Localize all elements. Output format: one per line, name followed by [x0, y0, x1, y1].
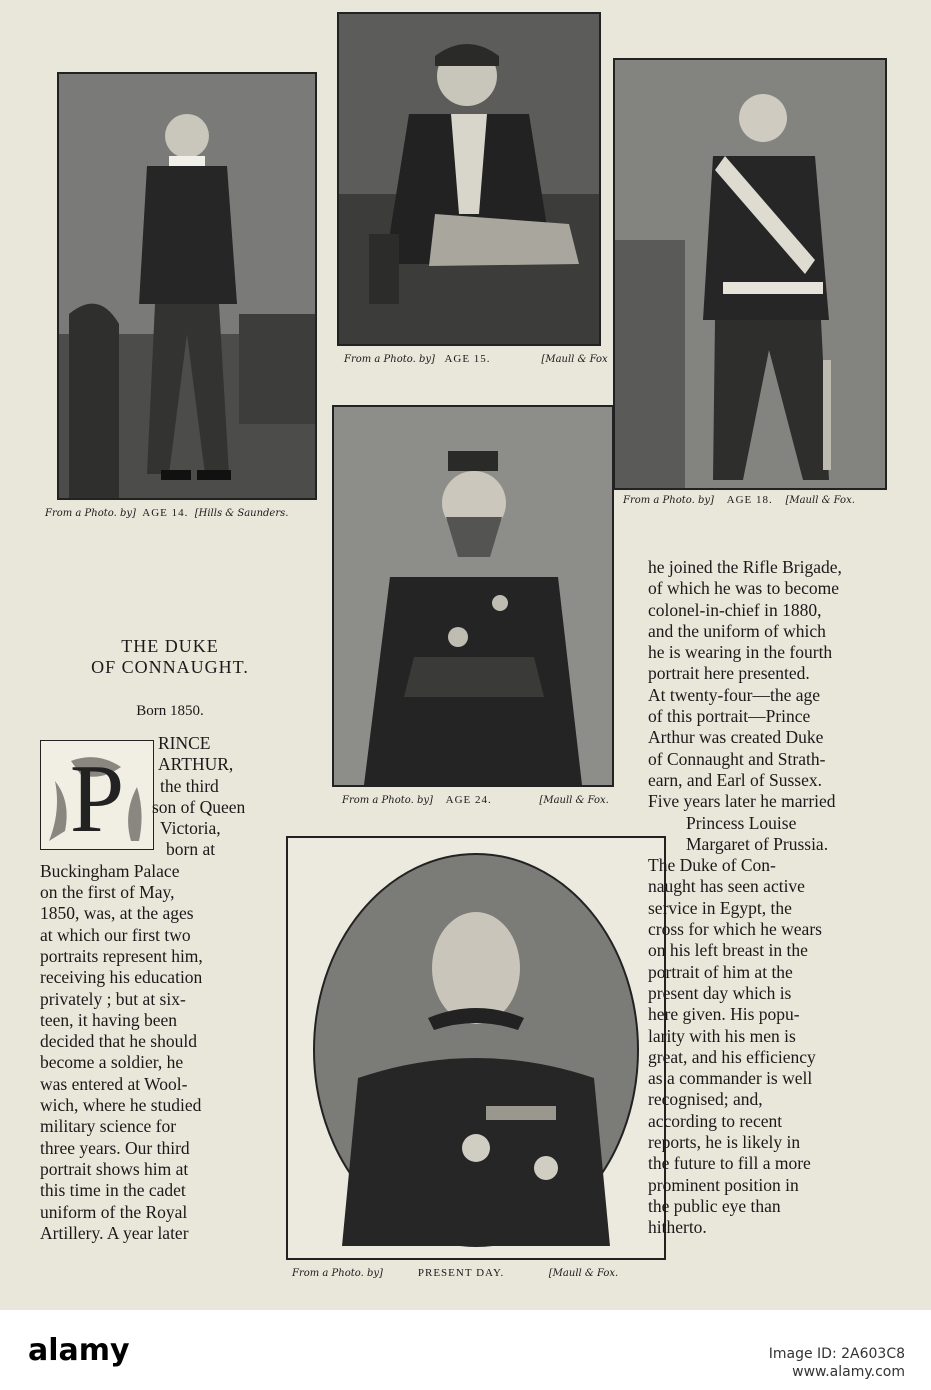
portrait-present-day-image: [288, 838, 664, 1258]
caption-credit: [Maull & Fox.: [539, 795, 609, 806]
portrait-age-24-image: [334, 407, 612, 785]
text-line: he is wearing in the fourth: [648, 642, 833, 663]
portrait-age-14-image: [59, 74, 315, 498]
portrait-age-24: [332, 405, 614, 787]
caption-from: From a Photo. by]: [342, 795, 433, 806]
text-line: naught has seen active: [648, 876, 805, 897]
caption-credit: [Maull & Fox: [541, 354, 608, 365]
caption-age-24: [342, 794, 609, 806]
text-line: Buckingham Palace: [40, 860, 180, 881]
text-line: Arthur was created Duke: [648, 727, 824, 748]
portrait-present-day: [286, 836, 666, 1260]
title-line-1: THE DUKE: [121, 636, 219, 656]
caption-age: AGE 14.: [142, 507, 189, 519]
text-line: wich, where he studied: [40, 1095, 202, 1116]
portrait-age-18: [613, 58, 887, 490]
text-line: of which he was to become: [648, 578, 839, 599]
text-line: teen, it having been: [40, 1009, 178, 1030]
text-line: on the first of May,: [40, 882, 175, 903]
article-title: [40, 636, 300, 678]
text-line: Princess Louise: [686, 812, 797, 833]
text-line: earn, and Earl of Sussex.: [648, 769, 822, 790]
text-line: great, and his efficiency: [648, 1046, 816, 1067]
text-line: service in Egypt, the: [648, 897, 792, 918]
portrait-age-18-image: [615, 60, 885, 488]
text-line: on his left breast in the: [648, 940, 808, 961]
stock-logo: alamy: [28, 1333, 130, 1368]
text-line: was entered at Wool-: [40, 1073, 188, 1094]
text-line: the future to fill a more: [648, 1153, 811, 1174]
text-line: portrait here presented.: [648, 663, 810, 684]
text-line: At twenty-four—the age: [648, 684, 821, 705]
text-line: the third: [160, 775, 219, 796]
text-line: at which our first two: [40, 924, 191, 945]
stock-url-text: www.alamy.com: [792, 1364, 905, 1380]
text-line: according to recent: [648, 1110, 783, 1131]
caption-from: From a Photo. by]: [45, 508, 136, 519]
text-line: receiving his education: [40, 967, 203, 988]
caption-credit: [Maull & Fox.: [548, 1268, 619, 1279]
text-line: as a commander is well: [648, 1068, 813, 1089]
text-line: born at: [166, 839, 216, 860]
text-line: RINCE: [158, 733, 211, 753]
text-line: reports, he is likely in: [648, 1132, 801, 1153]
portrait-age-15-image: [339, 14, 599, 344]
stock-image-id: [769, 1345, 905, 1381]
caption-age-15: [344, 353, 608, 365]
text-line: portrait of him at the: [648, 961, 793, 982]
text-line: this time in the cadet: [40, 1180, 186, 1201]
text-line: Five years later he married: [648, 791, 836, 812]
title-line-2: OF CONNAUGHT.: [91, 657, 249, 677]
text-line: colonel-in-chief in 1880,: [648, 599, 822, 620]
left-column-text: [40, 733, 302, 1244]
text-line: three years. Our third: [40, 1137, 190, 1158]
drop-cap-letter: P: [69, 745, 125, 849]
caption-credit: [Hills & Saunders.: [194, 508, 289, 519]
text-line: Margaret of Prussia.: [686, 833, 829, 854]
portrait-age-15: [337, 12, 601, 346]
text-line: he joined the Rifle Brigade,: [648, 557, 842, 577]
caption-from: From a Photo. by]: [292, 1268, 383, 1279]
text-line: privately ; but at six-: [40, 988, 186, 1009]
caption-from: From a Photo. by]: [623, 495, 714, 506]
text-line: prominent position in: [648, 1174, 799, 1195]
text-line: son of Queen: [152, 796, 246, 817]
caption-age: AGE 24.: [445, 794, 492, 806]
text-line: the public eye than: [648, 1195, 781, 1216]
text-line: Artillery. A year later: [40, 1222, 189, 1243]
text-line: Victoria,: [160, 818, 221, 839]
text-line: portraits represent him,: [40, 945, 203, 966]
text-line: here given. His popu-: [648, 1004, 800, 1025]
text-line: portrait shows him at: [40, 1158, 189, 1179]
text-line: of Connaught and Strath-: [648, 748, 826, 769]
text-line: ARTHUR,: [158, 754, 234, 775]
portrait-age-14: [57, 72, 317, 500]
text-line: 1850, was, at the ages: [40, 903, 194, 924]
caption-present-day: [292, 1267, 618, 1279]
text-line: hitherto.: [648, 1217, 707, 1238]
caption-age: AGE 18.: [726, 494, 773, 506]
born-line: Born 1850.: [136, 703, 204, 719]
caption-age-14: [45, 507, 288, 519]
text-line: present day which is: [648, 982, 792, 1003]
text-line: larity with his men is: [648, 1025, 796, 1046]
text-line: recognised; and,: [648, 1089, 763, 1110]
text-line: of this portrait—Prince: [648, 706, 811, 727]
right-column-text: [648, 557, 912, 1239]
text-line: become a soldier, he: [40, 1052, 184, 1073]
text-line: The Duke of Con-: [648, 855, 776, 876]
caption-age-18: [623, 494, 855, 506]
text-line: and the uniform of which: [648, 620, 826, 641]
text-line: cross for which he wears: [648, 919, 822, 940]
text-line: military science for: [40, 1116, 177, 1137]
text-line: uniform of the Royal: [40, 1201, 188, 1222]
caption-age: AGE 15.: [444, 353, 491, 365]
caption-credit: [Maull & Fox.: [785, 495, 855, 506]
caption-age: PRESENT DAY.: [417, 1267, 505, 1279]
image-id-text: Image ID: 2A603C8: [768, 1346, 905, 1362]
caption-from: From a Photo. by]: [344, 354, 435, 365]
text-line: decided that he should: [40, 1031, 197, 1052]
